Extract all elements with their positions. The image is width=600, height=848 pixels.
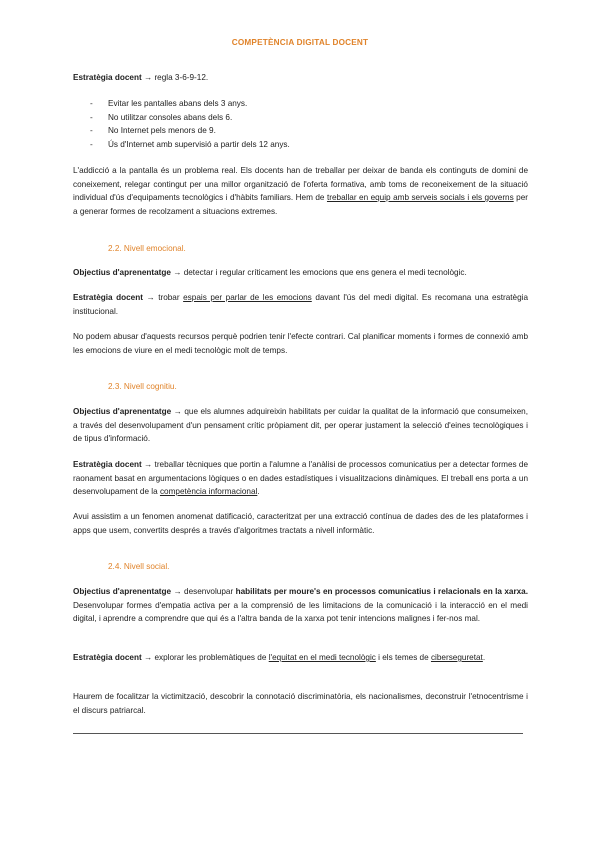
cognitive-strategy: Estratègia docent → treballar tècniques que portin a l'alumne a l'anàlisi de processos comunicatius per a detectar formes de raonament basat en argumentacions lògiques o en dades estadístiques i visualitzacions dinàmiques. El treball ens porta a un desenvolupament de la competència informacional. xyxy=(73,460,529,496)
arrow-glyph: → xyxy=(143,73,153,82)
emotions-spaces-link[interactable]: espais per parlar de les emocions xyxy=(183,293,312,302)
bottom-divider xyxy=(73,733,523,734)
social-strategy: Estratègia docent → explorar les problemàtiques de l'equitat en el medi tecnològic i els temes de ciberseguretat. xyxy=(73,653,486,662)
bullet-dash: - xyxy=(90,139,93,149)
list-item: - Evitar les pantalles abans dels 3 anys. xyxy=(90,97,490,111)
section-heading-emotional: 2.2. Nivell emocional. xyxy=(108,244,186,253)
emotional-objectives: Objectius d'aprenentatge → detectar i regular críticament les emocions que ens genera el medi tecnològic. xyxy=(73,268,467,277)
information-competence-link[interactable]: competència informacional xyxy=(159,487,258,496)
list-item: - No Internet pels menors de 9. xyxy=(90,124,490,138)
social-objectives: Objectius d'aprenentatge → desenvolupar habilitats per moure's en processos comunicatius i relacionals en la xarxa. Desenvolupar formes d'empatia activa per a la comprensió de les limitacions de la comunicació i la interacció en el medi digital, i aprendre a comprendre que qui és a l'altra banda de la xarxa pot tenir intencions malignes i fer-nos mal. xyxy=(73,587,529,623)
cognitive-objectives: Objectius d'aprenentatge → que els alumnes adquireixin habilitats per cuidar la qualitat de la informació que consumeixen, a través del desenvolupament d'un pensament crític pròpiament dit, per operar justament la selecció d'eines tecnològiques i de tipus d'informació. xyxy=(73,407,528,443)
equity-link[interactable]: l'equitat en el medi tecnològic xyxy=(268,653,376,662)
strategy-text: regla 3-6-9-12. xyxy=(154,73,209,82)
teamwork-link[interactable]: treballar en equip amb serveis socials i els governs xyxy=(326,193,514,202)
bullet-dash: - xyxy=(90,99,93,108)
document-title: COMPETÈNCIA DIGITAL DOCENT xyxy=(231,38,369,47)
emotional-paragraph: No podem abusar d'aquests recursos perquè podrien tenir l'efecte contrari. Cal planificar moments i formes de connexió amb les emocions de viure en el medi tecnològic molt de temps. xyxy=(73,332,528,355)
rule-bullet-list xyxy=(90,97,490,151)
section-heading-social: 2.4. Nivell social. xyxy=(108,562,170,571)
section-heading-cognitive: 2.3. Nivell cognitiu. xyxy=(108,382,177,391)
strategy-label: Estratègia docent xyxy=(73,73,142,82)
emotional-strategy: Estratègia docent → trobar espais per parlar de les emocions davant l'ús del medi digital. Es recomana una estratègia institucional. xyxy=(73,293,529,316)
list-item: - Ús d'Internet amb supervisió a partir dels 12 anys. xyxy=(90,138,490,152)
cybersecurity-link[interactable]: ciberseguretat xyxy=(430,653,483,662)
cognitive-paragraph: Avui assistim a un fenomen anomenat datificació, caracteritzat per una extracció contínua de dades des de les plataformes i apps que usem, convertits després a través d'algoritmes tractats a nivell informàtic. xyxy=(73,512,528,535)
list-item: - No utilitzar consoles abans dels 6. xyxy=(90,111,490,125)
strategy-rule-line xyxy=(73,71,528,85)
social-paragraph: Haurem de focalitzar la victimització, descobrir la connotació discriminatòria, els nacionalismes, deconstruir l'etnocentrisme i el discurs patriarcal. xyxy=(73,692,528,715)
bullet-dash: - xyxy=(90,126,93,135)
addiction-paragraph: L'addicció a la pantalla és un problema real. Els docents han de treballar per deixar de banda els continguts de domini de coneixement, relegar contingut per una millor organització de l'oferta formativa, amb toms de reconeixement de la situació individual d'ús d'equipaments tecnològics i d'hàbits familiars. Hem de treballar en equip amb serveis socials i els governs per a generar formes de recolzament a situacions extremes. xyxy=(73,166,528,216)
bullet-dash: - xyxy=(90,112,93,122)
